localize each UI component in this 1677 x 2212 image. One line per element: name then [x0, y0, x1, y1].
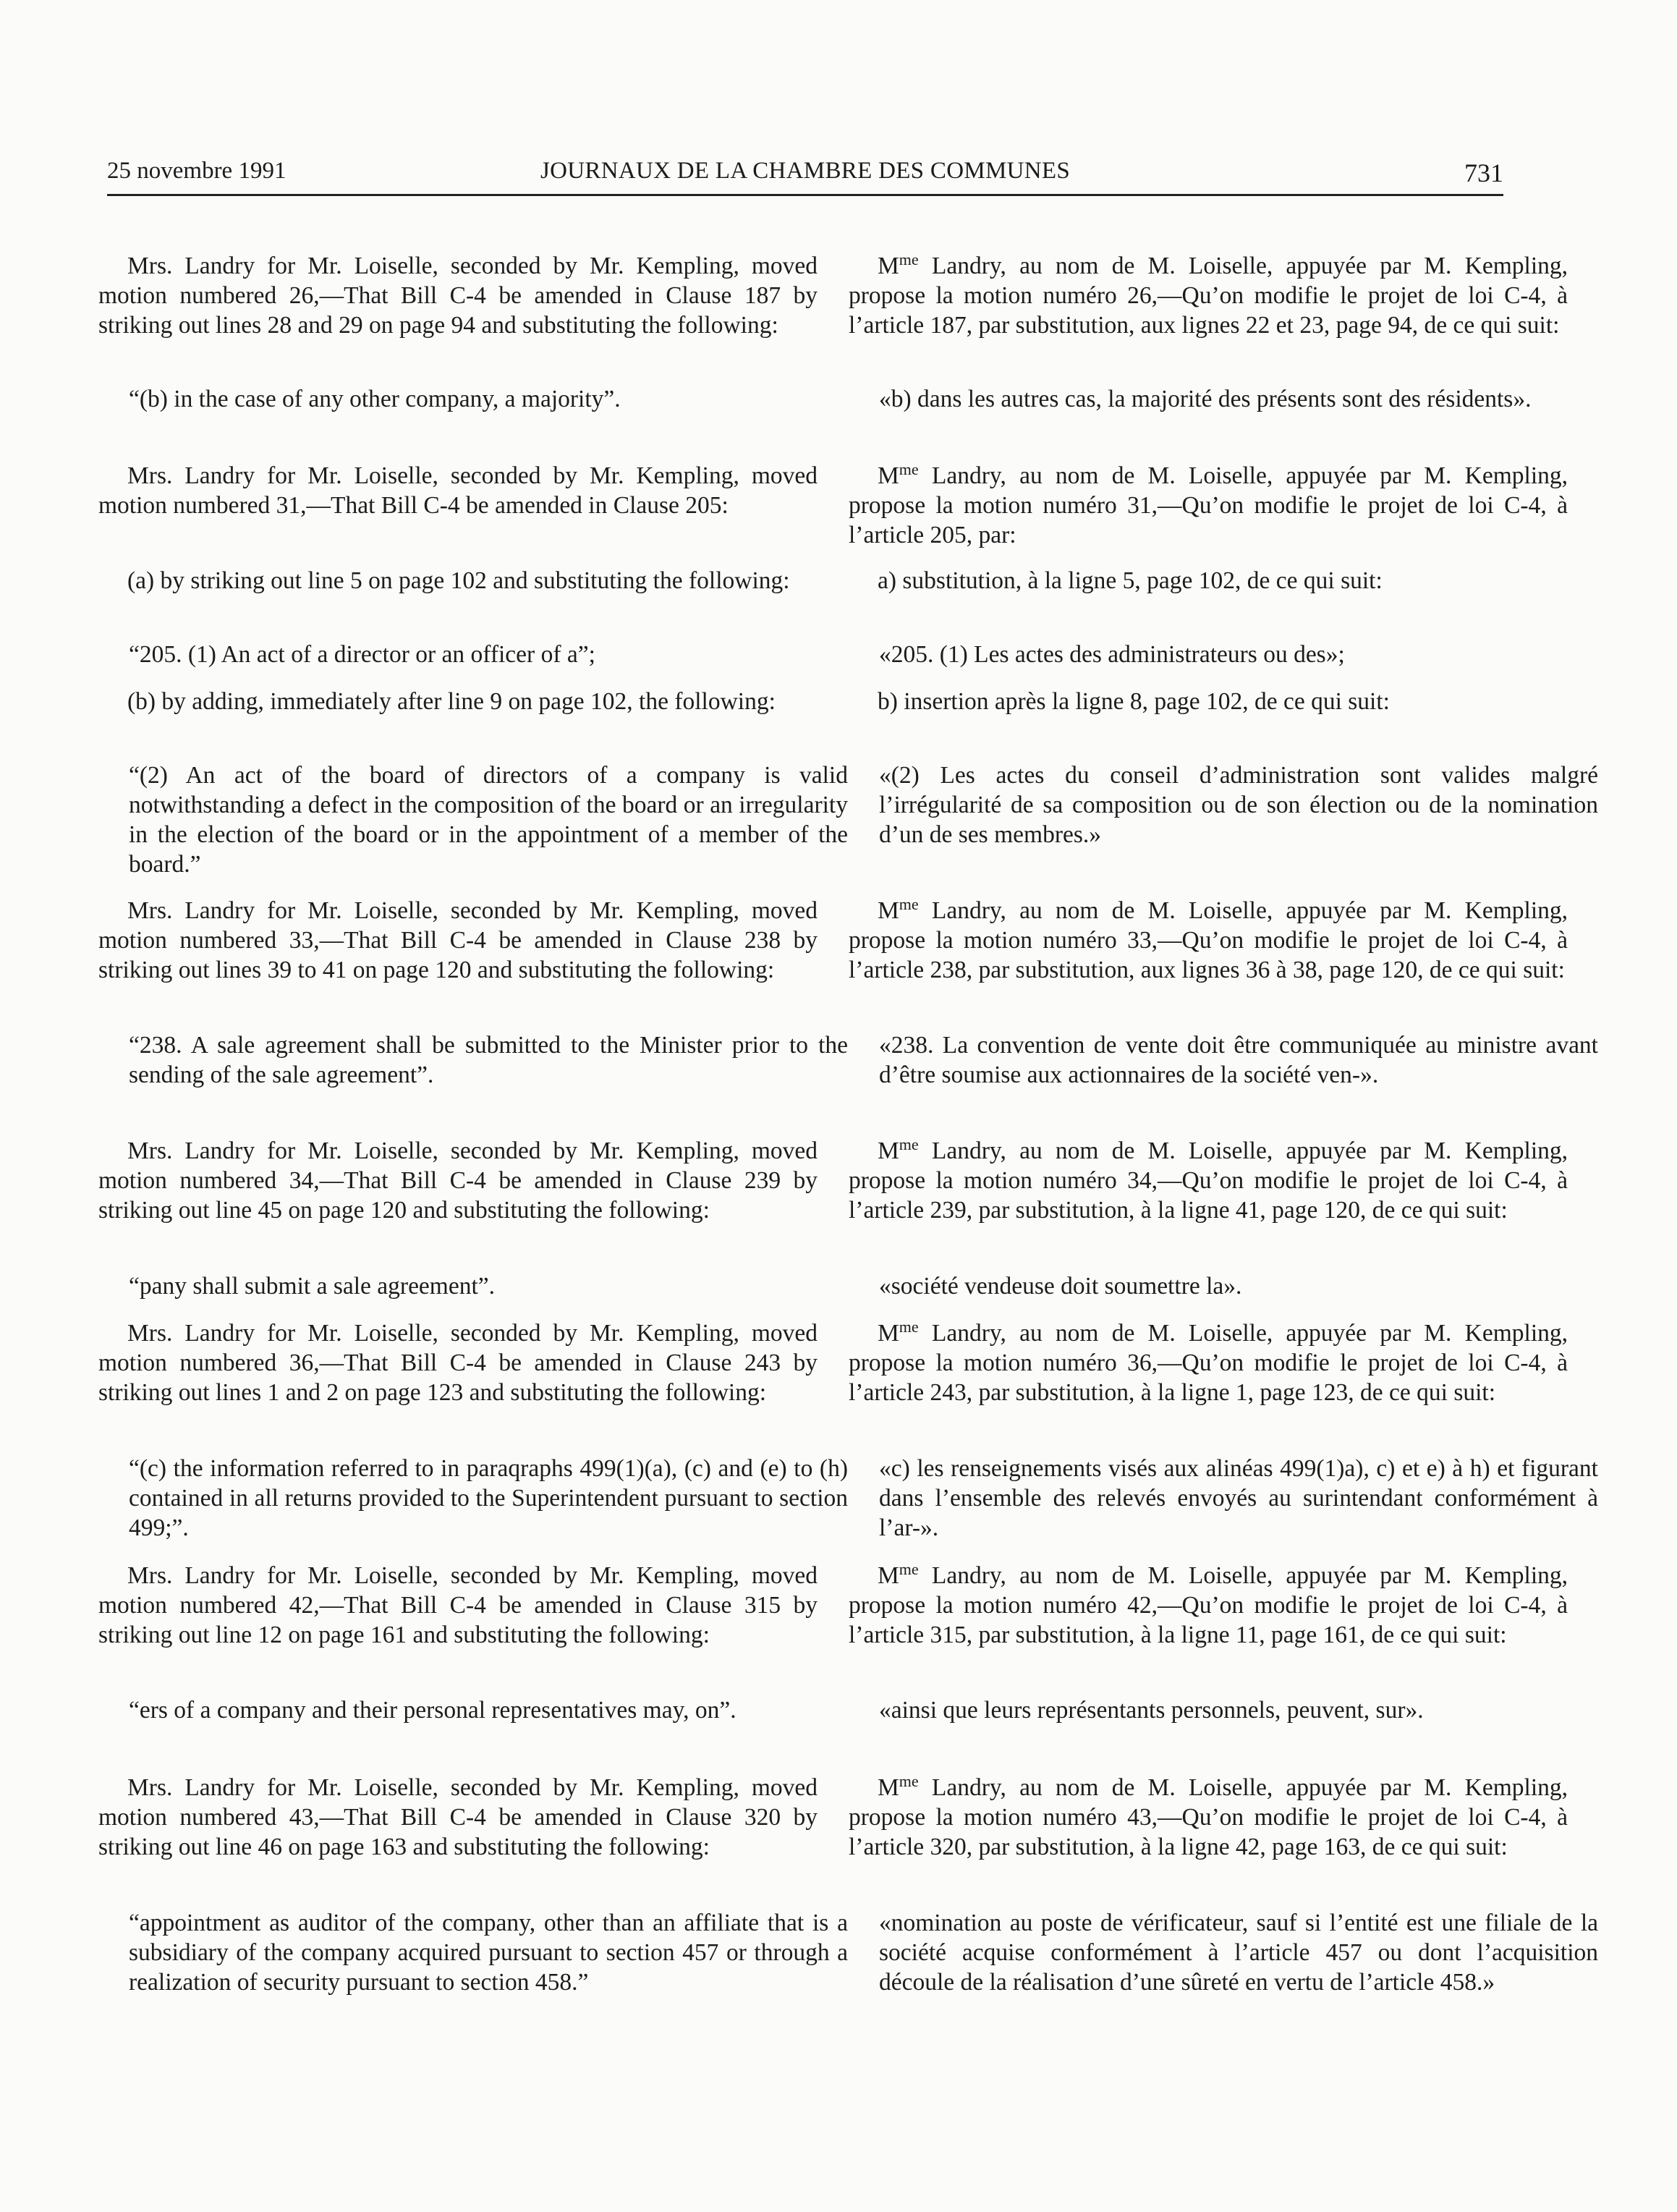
en-motion-43: Mrs. Landry for Mr. Loiselle, seconded by Mr. Kempling, moved motion numbered 43,—That Bill C-4 be amended in Clause 320 by striking out line 46 on page 163 and substituting the following: [98, 1774, 818, 1860]
fr-quote-205-2: «(2) Les actes du conseil d’administration sont valides malgré l’irrégularité de sa composition ou de son élection ou de la nomination d’un de ses membres.» [879, 762, 1598, 848]
page-number: 731 [1464, 158, 1503, 187]
en-quote-315: “ers of a company and their personal representatives may, on”. [129, 1697, 736, 1724]
fr-quote-315: «ainsi que leurs représentants personnels, peuvent, sur». [879, 1697, 1424, 1724]
en-motion-36: Mrs. Landry for Mr. Loiselle, seconded by Mr. Kempling, moved motion numbered 36,—That Bill C-4 be amended in Clause 243 by striking out lines 1 and 2 on page 123 and substituting the following: [98, 1320, 818, 1406]
en-motion-33: Mrs. Landry for Mr. Loiselle, seconded by Mr. Kempling, moved motion numbered 33,—That Bill C-4 be amended in Clause 238 by striking out lines 39 to 41 on page 120 and substituting the following: [98, 897, 818, 983]
fr-motion-36: $M^{me}$ Landry, au nom de M. Loiselle, appuyée par M. Kempling, propose la motion numéro 36,—Qu’on modifie le projet de loi C-4, à l’article 243, par substitution, à la ligne 1, page 123, de ce qui suit: [849, 1317, 1568, 1406]
header-date: 25 novembre 1991 [107, 158, 286, 184]
fr-item-b-31: b) insertion après la ligne 8, page 102, de ce qui suit: [878, 688, 1390, 715]
fr-quote-26: «b) dans les autres cas, la majorité des présents sont des résidents». [879, 386, 1532, 412]
en-quote-243: “(c) the information referred to in paraqraphs 499(1)(a), (c) and (e) to (h) contained in all returns provided to the Superintendent pursuant to section 499;”. [129, 1455, 848, 1541]
fr-motion-42: $M^{me}$ Landry, au nom de M. Loiselle, appuyée par M. Kempling, propose la motion numéro 42,—Qu’on modifie le projet de loi C-4, à l’article 315, par substitution, à la ligne 11, page 161, de ce qui suit: [849, 1559, 1568, 1648]
header-title: JOURNAUX DE LA CHAMBRE DES COMMUNES [540, 158, 1070, 184]
fr-quote-205-1: «205. (1) Les actes des administrateurs ou des»; [879, 641, 1345, 668]
fr-motion-43: $M^{me}$ Landry, au nom de M. Loiselle, appuyée par M. Kempling, propose la motion numéro 43,—Qu’on modifie le projet de loi C-4, à l’article 320, par substitution, à la ligne 42, page 163, de ce qui suit: [849, 1771, 1568, 1860]
en-quote-320: “appointment as auditor of the company, other than an affiliate that is a subsidiary of the company acquired pursuant to section 457 or through a realization of security pursuant to section 458.” [129, 1910, 848, 1996]
en-motion-34: Mrs. Landry for Mr. Loiselle, seconded by Mr. Kempling, moved motion numbered 34,—That Bill C-4 be amended in Clause 239 by striking out line 45 on page 120 and substituting the following: [98, 1137, 818, 1224]
en-motion-42: Mrs. Landry for Mr. Loiselle, seconded by Mr. Kempling, moved motion numbered 42,—That Bill C-4 be amended in Clause 315 by striking out line 12 on page 161 and substituting the following: [98, 1562, 818, 1648]
fr-item-a-31: a) substitution, à la ligne 5, page 102, de ce qui suit: [878, 567, 1383, 594]
fr-motion-26: $M^{me}$ Landry, au nom de M. Loiselle, appuyée par M. Kempling, propose la motion numéro 26,—Qu’on modifie le projet de loi C-4, à l’article 187, par substitution, aux lignes 22 et 23, page 94, de ce qui suit: [849, 250, 1568, 339]
fr-quote-239: «société vendeuse doit soumettre la». [879, 1273, 1242, 1300]
fr-quote-320: «nomination au poste de vérificateur, sauf si l’entité est une filiale de la société acquise conformément à l’article 457 ou dont l’acquisition découle de la réalisation d’une sûreté en vertu de l’article 458.» [879, 1910, 1598, 1996]
en-quote-26: “(b) in the case of any other company, a majority”. [129, 386, 621, 412]
en-quote-239: “pany shall submit a sale agreement”. [129, 1273, 496, 1300]
en-quote-238: “238. A sale agreement shall be submitted to the Minister prior to the sending of the sale agreement”. [129, 1032, 848, 1088]
fr-motion-33: $M^{me}$ Landry, au nom de M. Loiselle, appuyée par M. Kempling, propose la motion numéro 33,—Qu’on modifie le projet de loi C-4, à l’article 238, par substitution, aux lignes 36 à 38, page 120, de ce qui suit: [849, 894, 1568, 983]
en-item-a-31: (a) by striking out line 5 on page 102 and substituting the following: [127, 567, 790, 594]
fr-quote-238: «238. La convention de vente doit être communiquée au ministre avant d’être soumise aux actionnaires de la société ven-». [879, 1032, 1598, 1088]
fr-motion-34: $M^{me}$ Landry, au nom de M. Loiselle, appuyée par M. Kempling, propose la motion numéro 34,—Qu’on modifie le projet de loi C-4, à l’article 239, par substitution, à la ligne 41, page 120, de ce qui suit: [849, 1135, 1568, 1224]
fr-quote-243: «c) les renseignements visés aux alinéas 499(1)a), c) et e) à h) et figurant dans l’ensemble des relevés envoyés au surintendant conformément à l’ar-». [879, 1455, 1598, 1541]
en-quote-205-1: “205. (1) An act of a director or an officer of a”; [129, 641, 595, 668]
fr-motion-31: $M^{me}$ Landry, au nom de M. Loiselle, appuyée par M. Kempling, propose la motion numéro 31,—Qu’on modifie le projet de loi C-4, à l’article 205, par: [849, 459, 1568, 548]
en-motion-26: Mrs. Landry for Mr. Loiselle, seconded by Mr. Kempling, moved motion numbered 26,—That Bill C-4 be amended in Clause 187 by striking out lines 28 and 29 on page 94 and substituting the following: [98, 253, 818, 339]
en-quote-205-2: “(2) An act of the board of directors of a company is valid notwithstanding a defect in the composition of the board or an irregularity in the election of the board or in the appointment of a member of the board.” [129, 762, 848, 878]
en-motion-31: Mrs. Landry for Mr. Loiselle, seconded by Mr. Kempling, moved motion numbered 31,—That Bill C-4 be amended in Clause 205: [98, 462, 818, 519]
en-item-b-31: (b) by adding, immediately after line 9 on page 102, the following: [127, 688, 776, 715]
page-header [107, 153, 1503, 196]
